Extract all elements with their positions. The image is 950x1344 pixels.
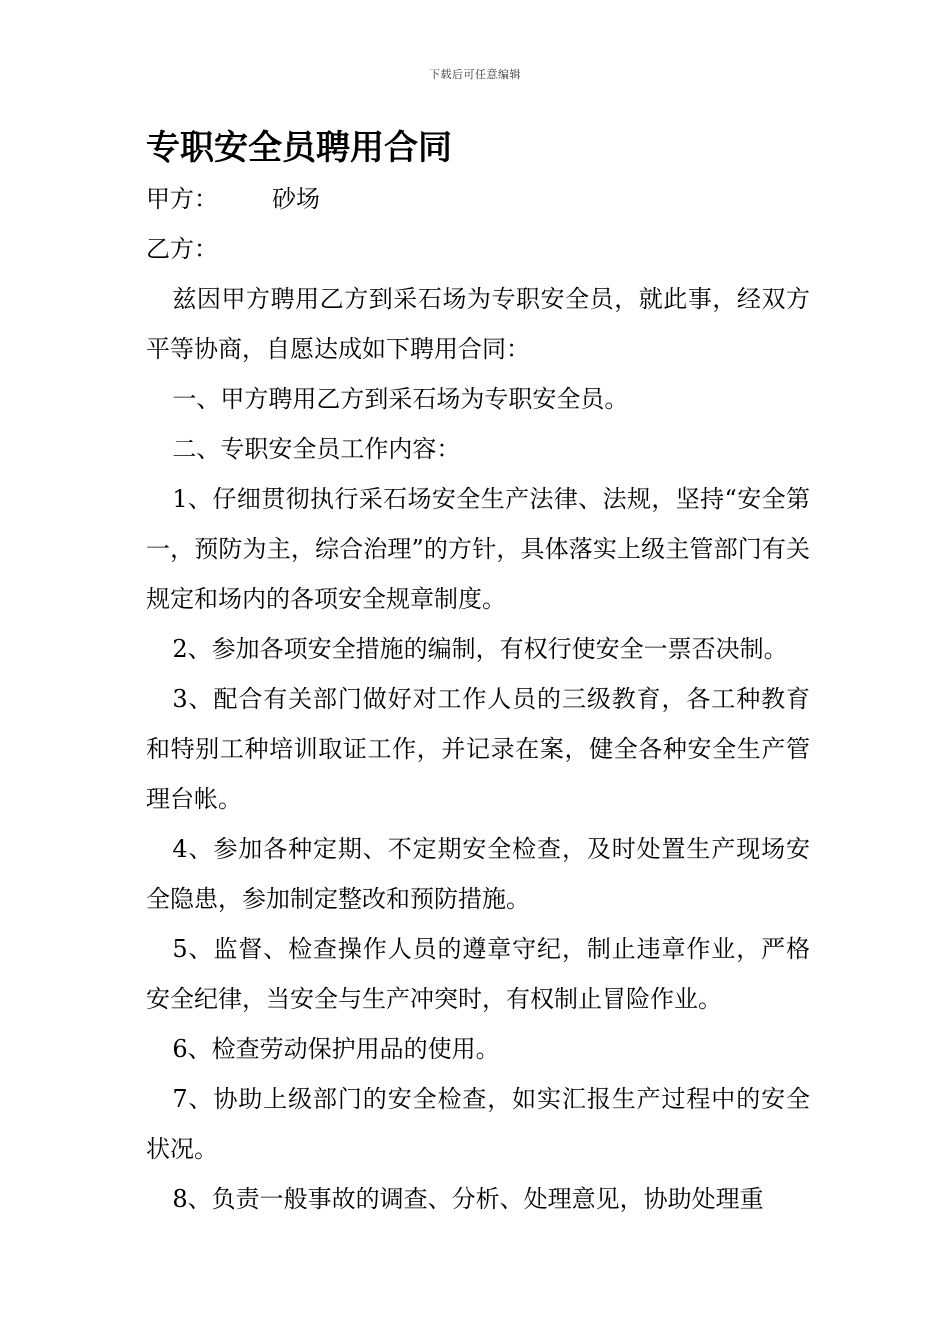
paragraph-clause-2: 二、专职安全员工作内容：: [172, 435, 461, 463]
party-a-line: [146, 174, 810, 224]
party-b-label: 乙方：: [146, 235, 218, 263]
paragraph-item-2: 2、参加各项安全措施的编制，有权行使安全一票否决制。: [172, 635, 788, 663]
paragraph-item-5: 5、监督、检查操作人员的遵章守纪，制止违章作业，严格安全纪律，当安全与生产冲突时，有权制止冒险作业。: [146, 935, 810, 1013]
contract-title: 专职安全员聘用合同: [146, 128, 452, 168]
party-a-value: 砂场: [272, 185, 320, 213]
paragraph-item-3: 3、配合有关部门做好对工作人员的三级教育，各工种教育和特别工种培训取证工作，并记录在案，健全各种安全生产管理台帐。: [146, 685, 810, 813]
paragraph-item-1: 1、仔细贯彻执行采石场安全生产法律、法规，坚持“安全第一，预防为主，综合治理”的方针，具体落实上级主管部门有关规定和场内的各项安全规章制度。: [146, 485, 810, 613]
party-b-line: [146, 224, 810, 274]
party-a-label: 甲方：: [146, 185, 218, 213]
contract-body: [146, 174, 810, 1224]
paragraph-item-8: 8、负责一般事故的调查、分析、处理意见，协助处理重: [172, 1185, 764, 1213]
paragraph-clause-1: 一、甲方聘用乙方到采石场为专职安全员。: [172, 385, 629, 413]
download-note: 下载后可任意编辑: [429, 68, 521, 81]
paragraph-item-7: 7、协助上级部门的安全检查，如实汇报生产过程中的安全状况。: [146, 1085, 810, 1163]
paragraph-intro: 兹因甲方聘用乙方到采石场为专职安全员，就此事，经双方平等协商，自愿达成如下聘用合同：: [146, 285, 810, 363]
paragraph-item-6: 6、检查劳动保护用品的使用。: [172, 1035, 500, 1063]
paragraph-item-4: 4、参加各种定期、不定期安全检查，及时处置生产现场安全隐患，参加制定整改和预防措施。: [146, 835, 810, 913]
